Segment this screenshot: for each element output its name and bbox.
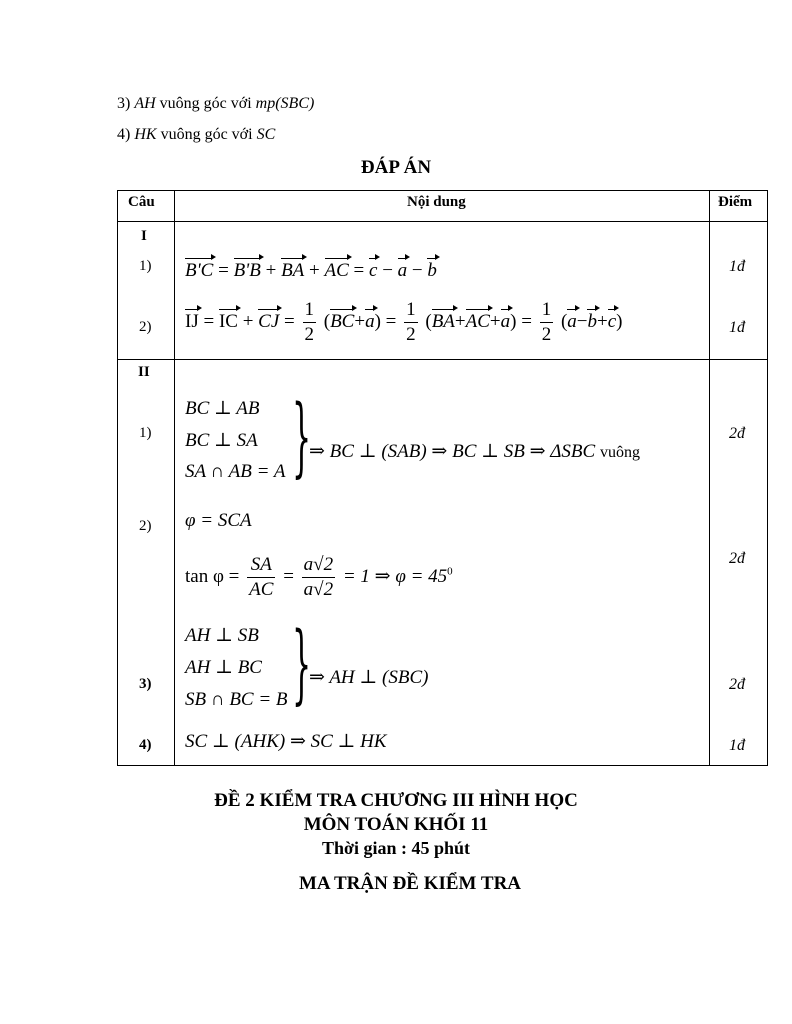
section-ii-q1-score: 2đ (729, 425, 745, 442)
system-1-brace: } (292, 387, 312, 487)
table-row-divider (117, 359, 768, 360)
vector-a: a (397, 260, 408, 281)
system-1-line-3: SA ∩ AB = A (185, 461, 286, 482)
system-2-line-3: SB ∩ BC = B (185, 689, 288, 710)
vector-ba: BA (431, 310, 455, 332)
vector-c: c (369, 260, 378, 281)
vector-a-2: a (500, 310, 511, 332)
system-1-line-2: BC ⊥ SA (185, 430, 258, 451)
header-cau: Câu (128, 194, 155, 210)
table-header-divider (117, 221, 768, 222)
intro-line-3-num: 3) (117, 95, 131, 112)
system-1-result: ⇒ BC ⊥ (SAB) ⇒ BC ⊥ SB ⇒ ΔSBC vuông (309, 441, 640, 462)
intro-line-3 (117, 95, 314, 113)
intro-line-4-num: 4) (117, 126, 131, 143)
section-ii-q2-score: 2đ (729, 550, 745, 567)
exam-subject: MÔN TOÁN KHỐI 11 (303, 814, 489, 835)
fraction-half-2: $\frac{1}{2}$ (406, 299, 416, 345)
section-i-q2-label: 2) (139, 319, 152, 335)
vector-c-2: c (607, 310, 617, 332)
vector-t2: BA (281, 260, 305, 281)
table-col-divider-1 (174, 190, 175, 766)
tan-formula: tan φ = $\frac{SA}{AC}$ = $\frac{a√2}{a√2}$ = 1 ⇒ $\varphi = 45^0$ (185, 554, 453, 600)
section-ii-q4-score: 1đ (729, 737, 745, 754)
system-2-line-1: AH ⊥ SB (185, 625, 259, 646)
intro-line-4-object: SC (256, 126, 276, 143)
table-col-divider-2 (709, 190, 710, 766)
vector-ac: AC (465, 310, 490, 332)
fraction-a-root2: $\frac{a√2}{a√2}$ (303, 554, 334, 600)
vector-t3: AC (324, 260, 349, 281)
system-2-line-2: AH ⊥ BC (185, 657, 262, 678)
vector-lhs: B'C (185, 260, 214, 281)
section-i-q1-formula: B'C = B'B + BA + AC = c − a − b (185, 260, 437, 281)
section-ii-q1-label: 1) (139, 425, 152, 441)
intro-line-4 (117, 126, 275, 144)
fraction-half-1: $\frac{1}{2}$ (304, 299, 314, 345)
section-ii-q3-label: 3) (139, 676, 152, 692)
fraction-half-3: $\frac{1}{2}$ (541, 299, 552, 345)
final-formula: SC ⊥ (AHK) ⇒ SC ⊥ HK (185, 731, 387, 752)
exam-title: ĐỀ 2 KIỂM TRA CHƯƠNG III HÌNH HỌC (214, 790, 578, 811)
section-ii-label: II (138, 364, 150, 380)
section-i-q2-formula: IJ = IC + CJ = $\frac{1}{2}$ (BC+a) = $\frac{1}{2}$ (BA+AC+a) = $\frac{1}{2}$ (a−b+c) (185, 299, 623, 345)
vector-b: b (427, 260, 437, 281)
section-i-q1-score: 1đ (729, 258, 745, 275)
section-i-q2-score: 1đ (729, 319, 745, 336)
vector-t1: B'B (233, 260, 261, 281)
vector-cj: CJ (258, 310, 280, 332)
system-2-brace: } (292, 614, 312, 714)
system-2-result: ⇒ AH ⊥ (SBC) (309, 667, 429, 688)
vector-a-3: a (567, 310, 577, 332)
exam-duration: Thời gian : 45 phút (321, 838, 471, 858)
intro-line-4-text: vuông góc với (160, 126, 253, 143)
header-diem: Điểm (718, 194, 753, 210)
section-ii-q4-label: 4) (139, 737, 152, 753)
tan-result: = 1 ⇒ φ = 45 (342, 565, 448, 587)
header-noidung: Nội dung (407, 194, 466, 210)
fraction-sa-ac: $\frac{SA}{AC}$ (249, 554, 274, 600)
system-1-result-word: vuông (599, 444, 640, 461)
intro-line-3-text: vuông góc với (159, 95, 252, 112)
section-ii-q3-score: 2đ (729, 676, 745, 693)
vector-ic: IC (218, 310, 238, 332)
vector-a-1: a (365, 310, 375, 332)
exam-matrix-title: MA TRẬN ĐỀ KIỂM TRA (298, 873, 522, 894)
section-i-q1-label: 1) (139, 258, 152, 274)
section-i-label: I (141, 228, 147, 244)
vector-b-2: b (587, 310, 597, 332)
section-ii-q2-label: 2) (139, 518, 152, 534)
intro-line-3-object: mp(SBC) (255, 95, 315, 112)
tan-label: tan φ = (185, 565, 240, 587)
tan-result-exponent: 0 (447, 565, 453, 578)
vector-ij: IJ (185, 310, 199, 332)
system-1-line-1: BC ⊥ AB (185, 398, 260, 419)
intro-line-4-subject: HK (134, 126, 157, 143)
vector-bc: BC (330, 310, 355, 332)
intro-line-3-subject: AH (134, 95, 156, 112)
answer-title: ĐÁP ÁN (360, 157, 432, 178)
angle-definition: φ = SCA (185, 510, 252, 531)
